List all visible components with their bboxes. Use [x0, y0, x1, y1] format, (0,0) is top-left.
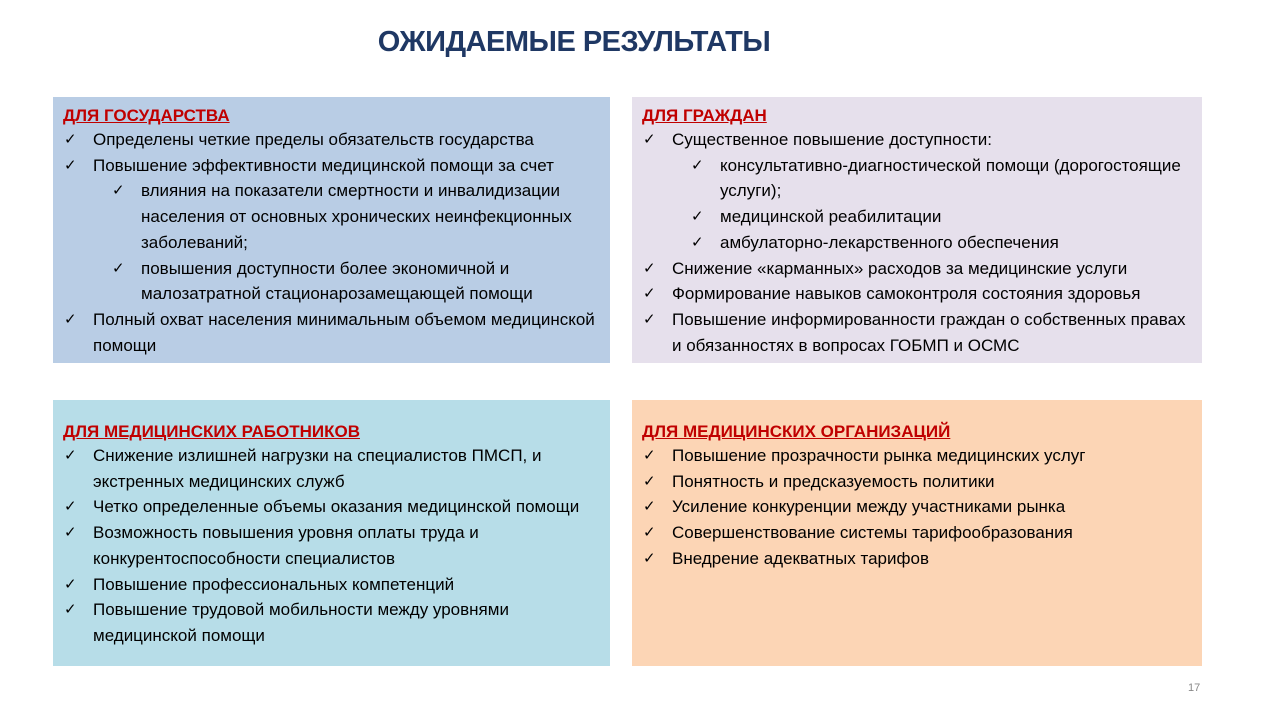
list-item: ✓ Совершенствование системы тарифообразования [642, 520, 1192, 546]
checkmark-icon: ✓ [64, 131, 77, 148]
workers-results-box [53, 400, 610, 666]
checkmark-icon: ✓ [64, 156, 77, 174]
checkmark-icon: ✓ [112, 259, 125, 277]
checkmark-icon: ✓ [64, 575, 77, 593]
list-item: ✓ Существенное повышение доступности: [642, 127, 1192, 153]
checkmark-icon: ✓ [643, 447, 656, 464]
list-item: ✓ Внедрение адекватных тарифов [642, 546, 1192, 572]
list-item: ✓ Четко определенные объемы оказания медицинской помощи [63, 494, 600, 520]
slide-title: ОЖИДАЕМЫЕ РЕЗУЛЬТАТЫ [377, 26, 771, 58]
page-number: 17 [1188, 682, 1201, 694]
citizens-results-box [632, 97, 1202, 363]
list-subitem: ✓ влияния на показатели смертности и инвалидизации населения от основных хронических неинфекционных заболеваний; [63, 178, 600, 255]
list-item: ✓ Повышение трудовой мобильности между уровнями медицинской помощи [63, 597, 600, 648]
list-item: ✓ Повышение профессиональных компетенций [63, 572, 600, 598]
list-subitem: ✓ медицинской реабилитации [642, 204, 1192, 230]
checkmark-icon: ✓ [691, 233, 704, 251]
organizations-heading: ДЛЯ МЕДИЦИНСКИХ ОРГАНИЗАЦИЙ [642, 422, 951, 441]
checkmark-icon: ✓ [643, 310, 656, 328]
list-item: ✓ Формирование навыков самоконтроля состояния здоровья [642, 281, 1192, 307]
list-item: ✓ Снижение «карманных» расходов за медицинские услуги [642, 256, 1192, 282]
checkmark-icon: ✓ [643, 549, 656, 567]
checkmark-icon: ✓ [643, 285, 656, 303]
checkmark-icon: ✓ [64, 447, 77, 464]
checkmark-icon: ✓ [691, 156, 704, 174]
citizens-list [642, 127, 1192, 358]
organizations-results-box [632, 400, 1202, 666]
list-item: ✓ Усиление конкуренции между участниками рынка [642, 494, 1192, 520]
state-heading: ДЛЯ ГОСУДАРСТВА [63, 106, 230, 125]
organizations-list [642, 443, 1192, 572]
list-item: ✓ Повышение информированности граждан о собственных правах и обязанностях в вопросах ГОБМП и ОСМС [642, 307, 1192, 358]
checkmark-icon: ✓ [64, 524, 77, 542]
list-item: ✓ Повышение эффективности медицинской помощи за счет [63, 153, 600, 179]
workers-heading: ДЛЯ МЕДИЦИНСКИХ РАБОТНИКОВ [63, 422, 360, 441]
list-item: ✓ Понятность и предсказуемость политики [642, 469, 1192, 495]
list-subitem: ✓ повышения доступности более экономичной и малозатратной стационарозамещающей помощи [63, 256, 600, 307]
list-item: ✓ Полный охват населения минимальным объемом медицинской помощи [63, 307, 600, 358]
checkmark-icon: ✓ [643, 131, 656, 148]
list-item: ✓ Повышение прозрачности рынка медицинских услуг [642, 443, 1192, 469]
citizens-heading: ДЛЯ ГРАЖДАН [642, 106, 767, 125]
checkmark-icon: ✓ [64, 601, 77, 619]
checkmark-icon: ✓ [64, 310, 77, 328]
list-item: ✓ Определены четкие пределы обязательств государства [63, 127, 600, 153]
list-item: ✓ Снижение излишней нагрузки на специалистов ПМСП, и экстренных медицинских служб [63, 443, 600, 494]
checkmark-icon: ✓ [643, 472, 656, 490]
checkmark-icon: ✓ [643, 498, 656, 516]
list-item: ✓ Возможность повышения уровня оплаты труда и конкурентоспособности специалистов [63, 520, 600, 571]
workers-list [63, 443, 600, 649]
checkmark-icon: ✓ [691, 208, 704, 226]
list-subitem: ✓ консультативно-диагностической помощи (дорогостоящие услуги); [642, 153, 1192, 204]
state-results-box [53, 97, 610, 363]
checkmark-icon: ✓ [643, 524, 656, 542]
checkmark-icon: ✓ [112, 182, 125, 200]
list-subitem: ✓ амбулаторно-лекарственного обеспечения [642, 230, 1192, 256]
checkmark-icon: ✓ [643, 259, 656, 277]
checkmark-icon: ✓ [64, 498, 77, 516]
state-list [63, 127, 600, 358]
